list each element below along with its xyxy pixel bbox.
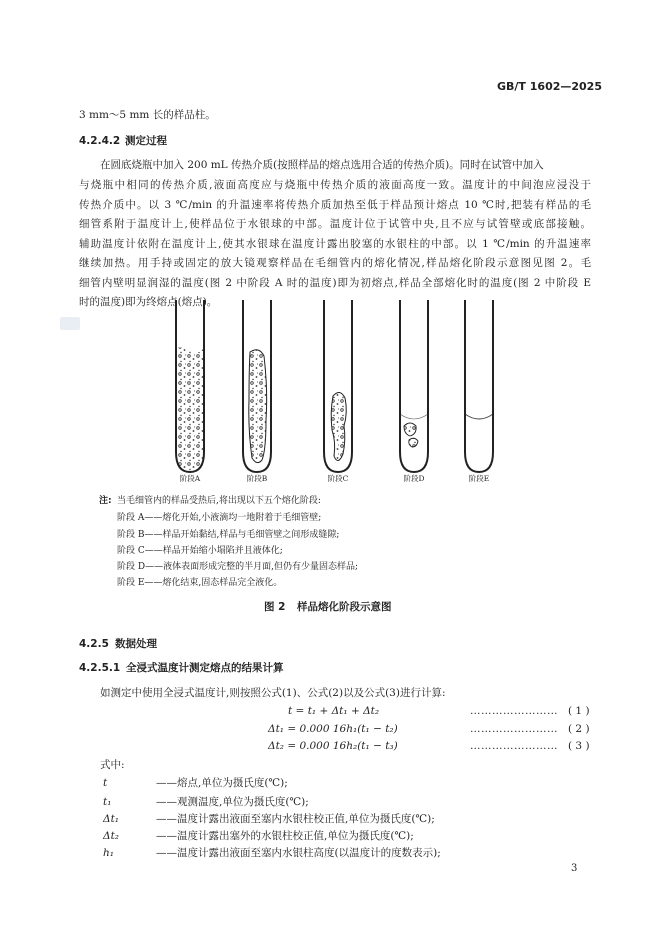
tube-stage-b (243, 300, 271, 472)
para-line: 继续加热。用手持或固定的放大镜观察样品在毛细管内的熔化情况,样品熔化阶段示意图见图 2。毛 (79, 257, 591, 269)
variable-description: ——温度计露出液面至塞内水银柱校正值,单位为摄氏度(℃); (156, 813, 435, 825)
formula-3-number: ( 3 ) (568, 740, 590, 752)
side-watermark (60, 317, 80, 330)
tube-stage-e (465, 300, 493, 472)
section-425-title: 数据处理 (115, 638, 157, 650)
para-line: 与烧瓶中相同的传热介质,液面高度应与烧瓶中传热介质的液面高度一致。温度计的中间泡应浸没于 (79, 179, 591, 191)
formula-1-dots: …………………… (470, 705, 558, 717)
para-line: 辅助温度计依附在温度计上,使其水银球在温度计露出胶塞的水银柱的中部。以 1 ℃/min 的升温速率 (79, 238, 591, 250)
section-4251-title: 全浸式温度计测定熔点的结果计算 (126, 662, 284, 674)
note-line: 阶段 D——液体表面形成完整的半月面,但仍有少量固态样品; (117, 562, 358, 572)
section-425-number: 4.2.5 (79, 638, 109, 650)
variable-symbol: t₁ (103, 796, 112, 808)
where-label: 式中: (100, 759, 125, 771)
continued-line: 3 mm～5 mm 长的样品柱。 (79, 109, 216, 121)
formula-intro: 如测定中使用全浸式温度计,则按照公式(1)、公式(2)以及公式(3)进行计算: (100, 687, 446, 699)
tube-stage-c (324, 300, 352, 472)
stage-e-label: 阶段E (468, 474, 490, 483)
formula-3: Δt₂ = 0.000 16h₂(t₁ − t₃) (268, 740, 398, 752)
variable-description: ——温度计露出塞外的水银柱校正值,单位为摄氏度(℃); (156, 830, 414, 842)
formula-3-dots: …………………… (470, 740, 558, 752)
formula-2-dots: …………………… (470, 723, 558, 735)
stage-c-label: 阶段C (327, 474, 349, 483)
page-number: 3 (571, 863, 578, 874)
variable-description: ——熔点,单位为摄氏度(℃); (156, 777, 288, 789)
section-4251-number: 4.2.5.1 (79, 662, 121, 674)
melting-stages-figure (160, 300, 510, 488)
variable-symbol: t (103, 777, 108, 789)
section-4242-title: 测定过程 (125, 135, 167, 147)
para-line: 时的温度)即为终熔点(熔点)。 (79, 296, 218, 308)
stage-d-label: 阶段D (403, 474, 425, 483)
para-line: 在圆底烧瓶中加入 200 mL 传热介质(按照样品的熔点选用合适的传热介质)。同时在试管中加入 (100, 159, 544, 171)
formula-2-number: ( 2 ) (568, 723, 590, 735)
formula-1: t = t₁ + Δt₁ + Δt₂ (288, 705, 380, 717)
figure-caption-title: 样品熔化阶段示意图 (297, 601, 392, 613)
tube-stage-d (400, 300, 428, 472)
tube-stage-a (176, 300, 204, 472)
variable-symbol: Δt₂ (103, 830, 120, 842)
variable-description: ——观测温度,单位为摄氏度(℃); (156, 796, 309, 808)
para-line: 传热介质中。以 3 ℃/min 的升温速率将传热介质加热至低于样品预计熔点 10 ℃时,把装有样品的毛 (79, 199, 591, 211)
variable-symbol: h₁ (103, 847, 114, 859)
variable-symbol: Δt₁ (103, 813, 120, 825)
section-4242-number: 4.2.4.2 (79, 135, 121, 147)
stage-a-label: 阶段A (179, 474, 201, 483)
note-line: 当毛细管内的样品受热后,将出现以下五个熔化阶段: (117, 496, 321, 506)
variable-description: ——温度计露出液面至塞内水银柱高度(以温度计的度数表示); (156, 847, 441, 859)
para-line: 细管系附于温度计上,使样品位于水银球的中部。温度计位于试管中央,且不应与试管壁或底部接触。 (79, 218, 591, 230)
figure-caption-number: 图 2 (264, 601, 286, 613)
stage-b-label: 阶段B (246, 474, 268, 483)
note-line: 阶段 C——样品开始缩小塌陷并且液体化; (117, 546, 283, 556)
note-prefix: 注: (99, 496, 112, 506)
para-line: 细管内壁明显润湿的温度(图 2 中阶段 A 时的温度)即为初熔点,样品全部熔化时的温度(图 2 中阶段 E (79, 277, 591, 289)
note-line: 阶段 E——熔化结束,固态样品完全液化。 (117, 578, 283, 588)
note-line: 阶段 B——样品开始黏结,样品与毛细管壁之间形成缝隙; (117, 530, 340, 540)
note-line: 阶段 A——熔化开始,小液滴均一地附着于毛细管壁; (117, 513, 322, 523)
standard-number: GB/T 1602—2025 (497, 80, 602, 93)
formula-1-number: ( 1 ) (568, 705, 590, 717)
formula-2: Δt₁ = 0.000 16h₁(t₁ − t₂) (268, 723, 398, 735)
